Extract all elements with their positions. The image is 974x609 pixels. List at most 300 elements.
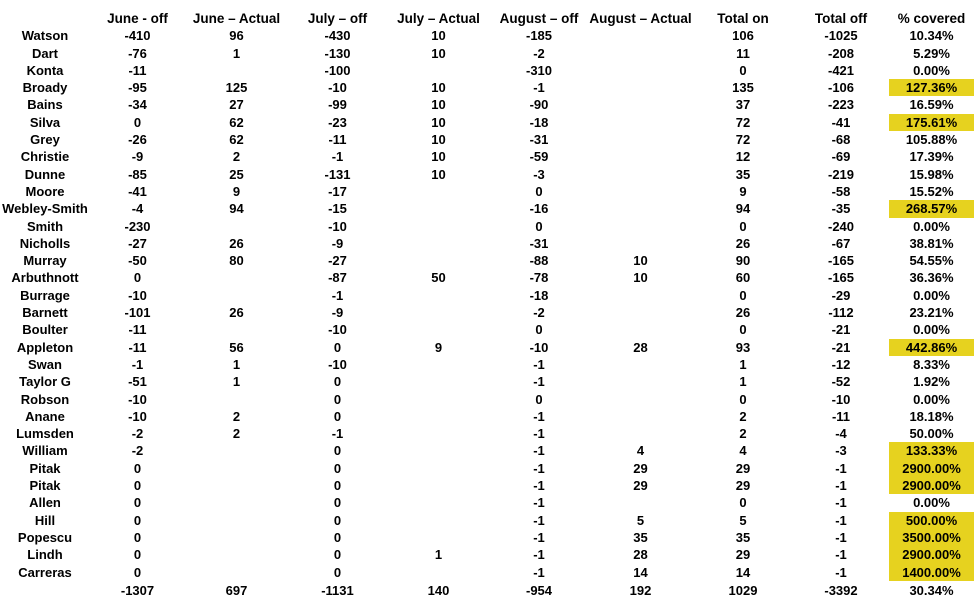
table-cell: 0 (133, 478, 142, 494)
table-cell (387, 373, 490, 390)
percent-covered-cell: 3500.00% (889, 529, 974, 546)
total-cell: -954 (525, 582, 553, 598)
table-cell (588, 425, 693, 442)
table-cell: 0 (333, 495, 342, 511)
table-cell: 0 (333, 478, 342, 494)
table-cell: -29 (831, 287, 851, 303)
table-cell: 35 (735, 529, 751, 545)
percent-covered-cell: 18.18% (909, 408, 954, 424)
table-cell: -31 (529, 132, 549, 148)
table-cell: 50 (431, 270, 446, 286)
table-cell: 0 (739, 287, 747, 303)
table-cell: -10 (328, 356, 347, 372)
row-name-cell: Burrage (20, 287, 70, 303)
table-cell: -23 (328, 114, 347, 130)
percent-covered-cell: 127.36% (889, 79, 974, 96)
table-row (0, 477, 974, 494)
table-cell: 14 (633, 564, 648, 580)
table-cell: 0 (133, 529, 142, 545)
table-cell (185, 62, 288, 79)
percent-covered-cell: 175.61% (889, 114, 974, 131)
table-cell: 62 (229, 132, 244, 148)
table-cell: 1 (232, 45, 241, 61)
table-cell (387, 460, 490, 477)
row-name-cell: Arbuthnott (11, 270, 79, 286)
table-cell: 4 (636, 443, 645, 459)
table-cell (588, 321, 693, 338)
percent-covered-cell: 38.81% (909, 235, 954, 251)
row-name-cell: Dunne (24, 166, 66, 182)
table-cell (185, 218, 288, 235)
table-cell: 29 (633, 478, 648, 494)
table-cell: -4 (835, 426, 847, 442)
percent-covered-cell: 105.88% (905, 132, 958, 148)
row-name-cell: Broady (22, 80, 68, 96)
table-cell: 10 (431, 132, 446, 148)
table-cell: -3 (835, 443, 847, 459)
table-cell (185, 494, 288, 511)
table-cell: -185 (525, 28, 553, 44)
table-cell: 0 (535, 391, 543, 407)
table-cell: -1 (533, 80, 545, 96)
percent-covered-cell: 0.00% (913, 62, 950, 78)
table-cell: 0 (133, 270, 142, 286)
table-cell (387, 252, 490, 269)
table-cell: -1 (533, 529, 545, 545)
row-name-cell: Webley-Smith (2, 201, 88, 217)
table-cell (588, 148, 693, 165)
total-cell: 1029 (728, 582, 758, 598)
percent-covered-cell: 0.00% (913, 322, 950, 338)
table-cell: -106 (827, 80, 855, 96)
percent-covered-cell: 0.00% (913, 495, 950, 511)
table-cell: -18 (529, 287, 549, 303)
table-row (0, 494, 974, 511)
percent-covered-cell: 2900.00% (889, 460, 974, 477)
table-cell: -18 (529, 114, 549, 130)
table-cell: 1 (232, 374, 241, 390)
table-cell: 106 (732, 28, 754, 44)
table-cell: 0 (333, 339, 342, 355)
row-name-cell: Lumsden (16, 426, 74, 442)
table-cell: -223 (827, 97, 855, 113)
row-name-cell: Watson (21, 28, 69, 44)
table-cell: -1 (533, 443, 545, 459)
table-cell: 80 (229, 253, 244, 269)
table-cell: 2 (232, 426, 241, 442)
table-cell: 60 (735, 270, 751, 286)
table-row (0, 442, 974, 459)
table-cell: -69 (831, 149, 851, 165)
table-cell: -1025 (824, 28, 858, 44)
table-cell: -9 (131, 149, 144, 165)
table-row (0, 166, 974, 183)
table-cell: 10 (633, 253, 648, 269)
table-cell: 35 (735, 166, 751, 182)
table-cell: -112 (828, 305, 854, 321)
table-cell: -11 (128, 62, 147, 78)
percent-covered-cell: 15.98% (909, 166, 954, 182)
table-cell: 9 (434, 339, 443, 355)
table-cell: 72 (735, 132, 751, 148)
table-cell: -1 (835, 564, 847, 580)
total-cell: 140 (427, 582, 450, 598)
table-cell: 29 (735, 478, 751, 494)
table-row (0, 391, 974, 408)
table-cell: -2 (533, 45, 545, 61)
percent-covered-cell: 133.33% (889, 442, 974, 459)
table-cell (185, 564, 288, 581)
table-cell: -11 (128, 322, 147, 338)
table-cell: -27 (328, 253, 347, 269)
table-cell (588, 235, 693, 252)
table-cell: 135 (732, 80, 754, 96)
table-cell: -131 (324, 166, 351, 182)
table-row (0, 425, 974, 442)
table-cell: -88 (529, 253, 549, 269)
table-cell: -41 (128, 183, 147, 199)
table-cell (588, 183, 693, 200)
table-cell (588, 304, 693, 321)
header-cell: % covered (897, 11, 966, 26)
table-cell (185, 529, 288, 546)
table-cell: 0 (133, 564, 142, 580)
table-cell: -421 (827, 62, 855, 78)
table-cell: 26 (735, 305, 751, 321)
table-cell: -2 (131, 426, 144, 442)
row-name-cell: Robson (20, 391, 70, 407)
table-cell: -1 (533, 374, 545, 390)
table-cell: 0 (133, 460, 142, 476)
table-cell: 10 (431, 166, 446, 182)
table-cell: -1 (533, 564, 545, 580)
header-cell: July – Actual (397, 11, 480, 26)
table-cell: -11 (328, 132, 347, 148)
table-cell: -78 (529, 270, 549, 286)
table-row (0, 321, 974, 338)
table-cell (387, 356, 490, 373)
percent-covered-cell: 1400.00% (889, 564, 974, 581)
percent-covered-cell: 17.39% (909, 149, 954, 165)
data-rows (0, 27, 974, 581)
table-cell: 1 (232, 356, 241, 372)
row-name-cell: Pitak (29, 478, 61, 494)
percent-covered-cell: 0.00% (913, 391, 950, 407)
row-name-cell: Silva (29, 114, 61, 130)
row-name-cell: William (22, 443, 68, 459)
table-cell: 93 (735, 339, 751, 355)
table-cell (588, 27, 693, 44)
table-cell: -17 (328, 183, 347, 199)
table-row (0, 339, 974, 356)
table-cell: 5 (739, 512, 747, 528)
table-row (0, 546, 974, 563)
percent-covered-cell: 50.00% (909, 426, 954, 442)
table-cell: 0 (739, 322, 747, 338)
row-name-cell: Boulter (22, 322, 68, 338)
table-cell (387, 529, 490, 546)
table-cell: 0 (333, 564, 342, 580)
table-cell: 28 (633, 547, 648, 563)
table-cell: 26 (735, 235, 751, 251)
header-cell: Total off (814, 11, 868, 26)
table-cell: 4 (739, 443, 747, 459)
table-cell: -4 (131, 201, 144, 217)
table-cell (185, 477, 288, 494)
totals-row (0, 581, 974, 600)
table-cell: -230 (124, 218, 151, 234)
table-cell: 0 (333, 443, 342, 459)
table-cell (185, 442, 288, 459)
table-cell: -85 (128, 166, 147, 182)
table-row (0, 218, 974, 235)
total-cell (0, 581, 90, 600)
header-cell: August – Actual (589, 11, 692, 26)
table-cell: 10 (431, 28, 446, 44)
table-cell: 10 (431, 114, 446, 130)
total-cell: 30.34% (909, 582, 954, 598)
table-row (0, 235, 974, 252)
header-cell: Total on (717, 11, 769, 26)
table-cell: 0 (333, 460, 342, 476)
table-cell: 2 (232, 149, 241, 165)
table-row (0, 408, 974, 425)
table-cell: -87 (328, 270, 347, 286)
table-cell (185, 391, 288, 408)
table-row (0, 287, 974, 304)
table-row (0, 356, 974, 373)
table-row (0, 79, 974, 96)
row-name-cell: Swan (28, 356, 62, 372)
table-cell: -240 (827, 218, 855, 234)
table-row (0, 304, 974, 321)
table-cell: -26 (128, 132, 147, 148)
table-cell: 0 (739, 62, 747, 78)
table-cell (387, 235, 490, 252)
table-cell: 94 (229, 201, 244, 217)
table-cell: -9 (331, 305, 344, 321)
table-cell (387, 512, 490, 529)
table-cell: -165 (827, 270, 855, 286)
row-name-cell: Carreras (18, 564, 72, 580)
table-cell: -1 (533, 478, 545, 494)
percent-covered-cell: 23.21% (909, 305, 954, 321)
table-cell (185, 269, 288, 286)
table-cell: 37 (735, 97, 751, 113)
table-cell (387, 287, 490, 304)
table-cell: -1 (835, 495, 847, 511)
table-cell (588, 391, 693, 408)
table-cell (588, 287, 693, 304)
table-cell: -165 (827, 253, 855, 269)
table-cell (387, 62, 490, 79)
row-name-cell: Taylor G (19, 374, 71, 390)
table-row (0, 252, 974, 269)
table-cell: -100 (324, 62, 351, 78)
table-cell (185, 287, 288, 304)
table-cell: -1 (533, 547, 545, 563)
table-cell: -90 (529, 97, 549, 113)
percent-covered-cell: 16.59% (909, 97, 954, 113)
table-cell: -59 (529, 149, 549, 165)
table-cell: -10 (328, 322, 347, 338)
table-cell: -208 (827, 45, 855, 61)
table-cell: 1 (739, 374, 747, 390)
table-cell: -2 (533, 305, 545, 321)
table-row (0, 564, 974, 581)
table-cell: 0 (333, 547, 342, 563)
table-cell: 0 (739, 218, 747, 234)
table-cell: 11 (736, 45, 750, 61)
table-cell: 0 (333, 374, 342, 390)
table-row (0, 183, 974, 200)
table-cell: -10 (128, 391, 147, 407)
table-cell: -10 (328, 80, 347, 96)
row-name-cell: Dart (31, 45, 58, 61)
table-cell (588, 79, 693, 96)
row-name-cell: Lindh (27, 547, 63, 563)
table-cell: 0 (739, 391, 747, 407)
table-cell: -21 (831, 339, 851, 355)
total-cell: -1131 (321, 582, 354, 598)
row-name-cell: Nicholls (19, 235, 71, 251)
table-row (0, 114, 974, 131)
table-cell: -50 (128, 253, 147, 269)
table-cell (588, 356, 693, 373)
table-cell: -1 (835, 478, 847, 494)
table-cell: -15 (328, 201, 347, 217)
table-cell: 0 (333, 529, 342, 545)
table-cell (387, 408, 490, 425)
table-cell: -219 (827, 166, 855, 182)
table-cell: 125 (225, 80, 248, 96)
table-cell: -1 (331, 149, 344, 165)
table-cell: 29 (735, 460, 751, 476)
table-cell: -101 (124, 305, 151, 321)
percent-covered-cell: 15.52% (909, 183, 954, 199)
percent-covered-cell: 500.00% (889, 512, 974, 529)
table-cell (588, 408, 693, 425)
row-name-cell: Allen (29, 495, 61, 511)
table-cell: 9 (232, 183, 241, 199)
table-cell: 2 (232, 408, 241, 424)
table-cell: -21 (831, 322, 851, 338)
table-cell: 90 (735, 253, 751, 269)
table-cell: -1 (533, 408, 545, 424)
row-name-cell: Hill (34, 512, 56, 528)
table-cell: -51 (128, 374, 147, 390)
row-name-cell: Konta (26, 62, 64, 78)
table-row (0, 512, 974, 529)
table-cell: -310 (525, 62, 553, 78)
table-cell (588, 62, 693, 79)
table-cell: 0 (333, 408, 342, 424)
table-cell (387, 494, 490, 511)
table-cell: 26 (229, 305, 244, 321)
table-cell: 9 (739, 183, 747, 199)
table-cell (387, 304, 490, 321)
table-cell (387, 183, 490, 200)
table-cell: -68 (831, 132, 851, 148)
percent-covered-cell: 442.86% (889, 339, 974, 356)
table-cell: 29 (633, 460, 648, 476)
table-cell: 56 (229, 339, 244, 355)
table-cell: 0 (535, 183, 543, 199)
table-cell: 0 (535, 322, 543, 338)
percent-covered-cell: 5.29% (913, 45, 950, 61)
table-cell: -52 (831, 374, 851, 390)
table-cell (588, 131, 693, 148)
table-cell: -10 (529, 339, 549, 355)
table-cell: -41 (831, 114, 851, 130)
row-name-cell: Barnett (22, 305, 68, 321)
table-cell (185, 546, 288, 563)
table-cell: -1 (331, 287, 344, 303)
table-cell: -1 (835, 547, 847, 563)
total-cell: -1307 (120, 582, 155, 598)
table-cell: -1 (533, 495, 545, 511)
percent-covered-cell: 0.00% (913, 218, 950, 234)
row-name-cell: Grey (30, 132, 60, 148)
percent-covered-cell: 268.57% (889, 200, 974, 217)
table-cell (387, 218, 490, 235)
row-name-cell: Murray (23, 253, 67, 269)
table-row (0, 373, 974, 390)
table-row (0, 62, 974, 79)
table-cell: 0 (333, 391, 342, 407)
table-cell: -1 (533, 460, 545, 476)
table-cell (185, 512, 288, 529)
table-cell: 10 (431, 97, 446, 113)
total-cell: 697 (225, 582, 248, 598)
percent-covered-cell: 2900.00% (889, 477, 974, 494)
header-cell (0, 10, 90, 27)
table-cell: -10 (831, 391, 851, 407)
table-cell: 72 (735, 114, 751, 130)
row-name-cell: Appleton (16, 339, 74, 355)
table-cell: 0 (133, 547, 142, 563)
percent-covered-cell: 0.00% (913, 287, 950, 303)
table-cell (185, 460, 288, 477)
table-cell: -10 (328, 218, 347, 234)
table-row (0, 27, 974, 44)
table-cell (588, 166, 693, 183)
table-row (0, 200, 974, 217)
table-cell: -430 (324, 28, 351, 44)
table-cell: 29 (735, 547, 751, 563)
table-cell (387, 321, 490, 338)
table-cell (387, 425, 490, 442)
table-cell: 26 (229, 235, 244, 251)
percent-covered-cell: 10.34% (909, 28, 954, 44)
table-cell (588, 96, 693, 113)
table-cell: 94 (735, 201, 751, 217)
header-cell: August – off (499, 11, 579, 26)
table-cell: 1 (739, 356, 747, 372)
table-cell: -76 (128, 45, 147, 61)
table-cell: 14 (735, 564, 751, 580)
table-cell (387, 564, 490, 581)
table-cell: -35 (831, 201, 851, 217)
table-cell: -3 (533, 166, 545, 182)
table-cell: 12 (735, 149, 751, 165)
table-cell: -9 (331, 235, 344, 251)
table-cell (387, 477, 490, 494)
table-cell: 25 (229, 166, 244, 182)
row-name-cell: Popescu (17, 529, 73, 545)
table-cell: 0 (333, 512, 342, 528)
table-cell: -1 (835, 512, 847, 528)
